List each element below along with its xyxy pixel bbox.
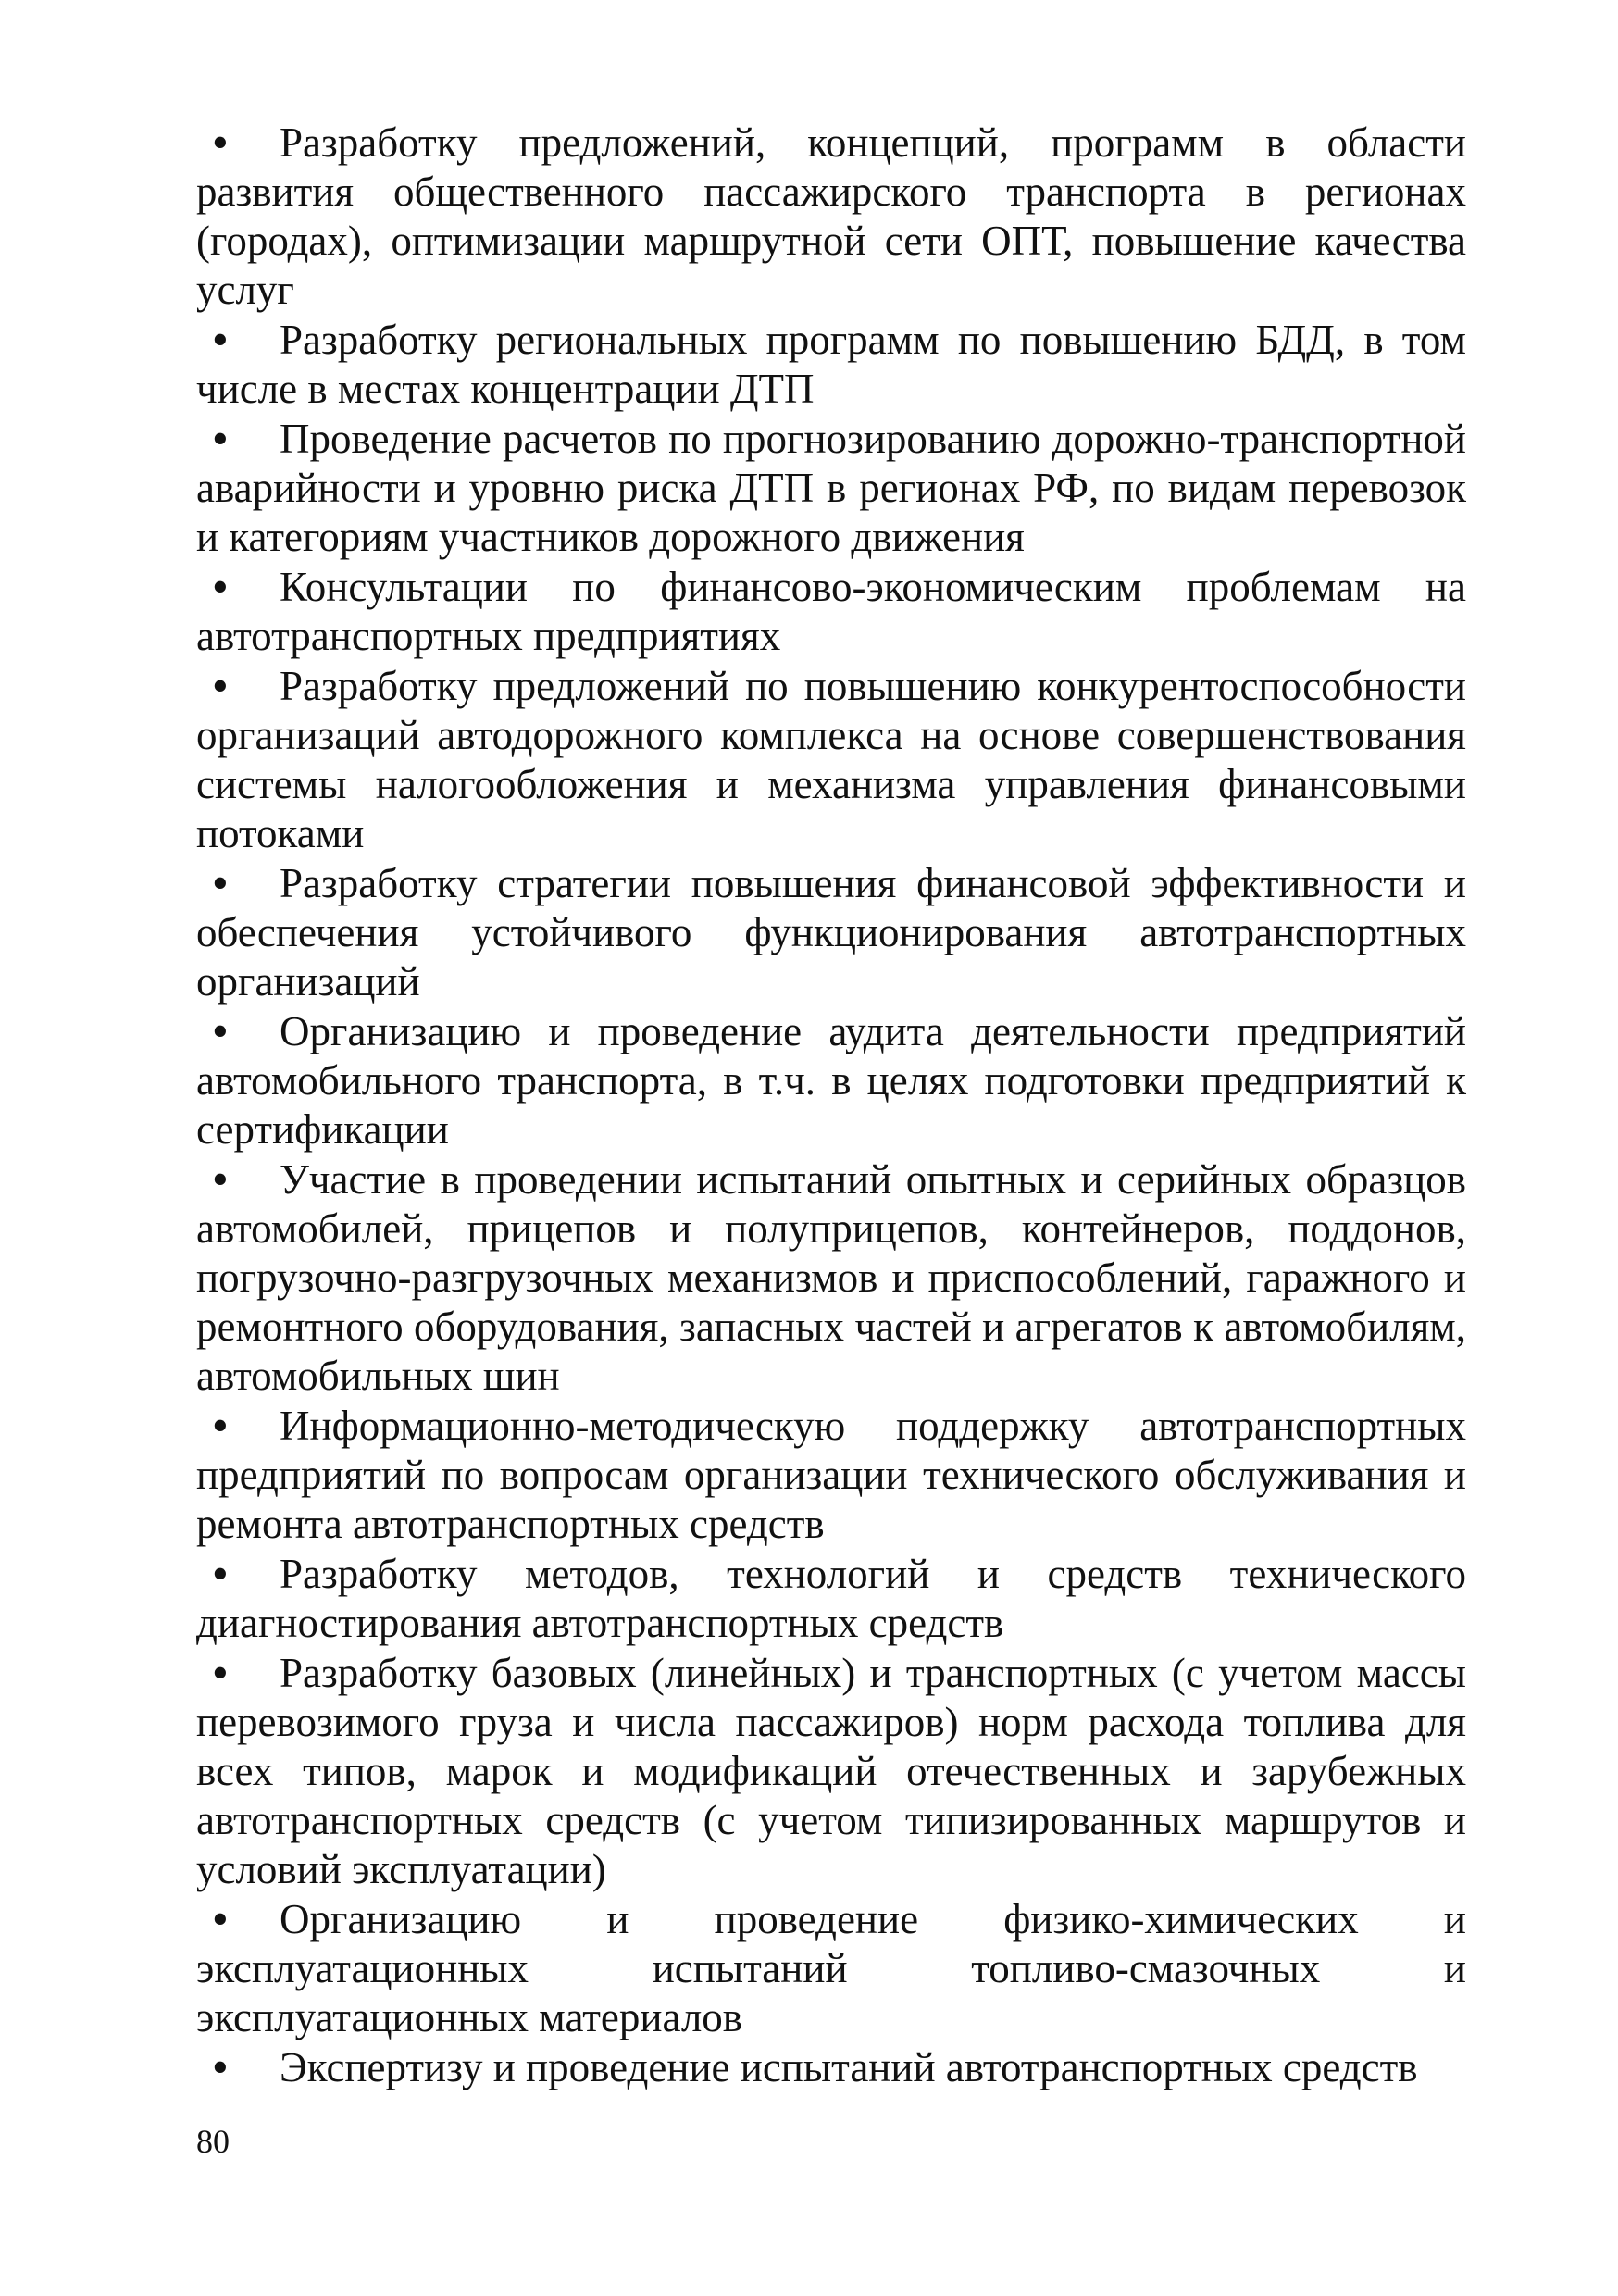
bullet: • — [213, 2044, 228, 2090]
item-text: Организацию и проведение аудита деятельности предприятий автомобильного транспорта, в т.ч. в целях подготовки предприятий к сертификации — [196, 1008, 1466, 1153]
bullet: • — [213, 564, 228, 610]
item-text: Разработку предложений, концепций, программ в области развития общественного пассажирского транспорта в регионах (городах), оптимизации маршрутной сети ОПТ, повышение качества услуг — [196, 119, 1466, 313]
list-item — [196, 563, 1466, 661]
list-item — [196, 2043, 1466, 2092]
item-text: Экспертизу и проведение испытаний автотранспортных средств — [280, 2044, 1418, 2090]
bullet: • — [213, 1156, 228, 1203]
item-text: Информационно-методическую поддержку автотранспортных предприятий по вопросам организации технического обслуживания и ремонта автотранспортных средств — [196, 1403, 1466, 1547]
bullet: • — [213, 1896, 228, 1942]
item-text: Разработку методов, технологий и средств технического диагностирования автотранспортных средств — [196, 1551, 1466, 1646]
list-item — [196, 1402, 1466, 1549]
list-item — [196, 119, 1466, 315]
list-item — [196, 1649, 1466, 1894]
item-text: Участие в проведении испытаний опытных и серийных образцов автомобилей, прицепов и полуприцепов, контейнеров, поддонов, погрузочно-разгрузочных механизмов и приспособлений, гаражного и ремонтного оборудования, запасных частей и агрегатов к автомобилям, автомобильных шин — [196, 1156, 1466, 1399]
bullet: • — [213, 317, 228, 363]
page-body — [196, 119, 1466, 2093]
bullet: • — [213, 1551, 228, 1597]
bullet: • — [213, 860, 228, 906]
bullet: • — [213, 1008, 228, 1054]
item-text: Разработку региональных программ по повышению БДД, в том числе в местах концентрации ДТП — [196, 317, 1466, 412]
bullet: • — [213, 1403, 228, 1449]
item-text: Консультации по финансово-экономическим проблемам на автотранспортных предприятиях — [196, 564, 1466, 659]
item-text: Организацию и проведение физико-химических и эксплуатационных испытаний топливо-смазочных и эксплуатационных материалов — [196, 1896, 1466, 2040]
list-item — [196, 1895, 1466, 2042]
item-text: Разработку предложений по повышению конкурентоспособности организаций автодорожного комплекса на основе совершенствования системы налогообложения и механизма управления финансовыми потоками — [196, 663, 1466, 856]
list-item — [196, 859, 1466, 1006]
bullet: • — [213, 416, 228, 462]
list-item — [196, 316, 1466, 414]
list-item — [196, 1007, 1466, 1154]
item-text: Разработку стратегии повышения финансовой эффективности и обеспечения устойчивого функционирования автотранспортных организаций — [196, 860, 1466, 1004]
page-number: 80 — [196, 2123, 230, 2160]
list-item — [196, 1550, 1466, 1648]
list-item — [196, 415, 1466, 562]
bullet: • — [213, 663, 228, 709]
bullet: • — [213, 119, 228, 166]
item-text: Разработку базовых (линейных) и транспортных (с учетом массы перевозимого груза и числа пассажиров) норм расхода топлива для всех типов, марок и модификаций отечественных и зарубежных автотранспортных средств (с учетом типизированных маршрутов и условий эксплуатации) — [196, 1650, 1466, 1892]
bullet: • — [213, 1650, 228, 1696]
item-text: Проведение расчетов по прогнозированию дорожно-транспортной аварийности и уровню риска ДТП в регионах РФ, по видам перевозок и категориям участников дорожного движения — [196, 416, 1466, 560]
list-item — [196, 662, 1466, 858]
list-item — [196, 1155, 1466, 1401]
